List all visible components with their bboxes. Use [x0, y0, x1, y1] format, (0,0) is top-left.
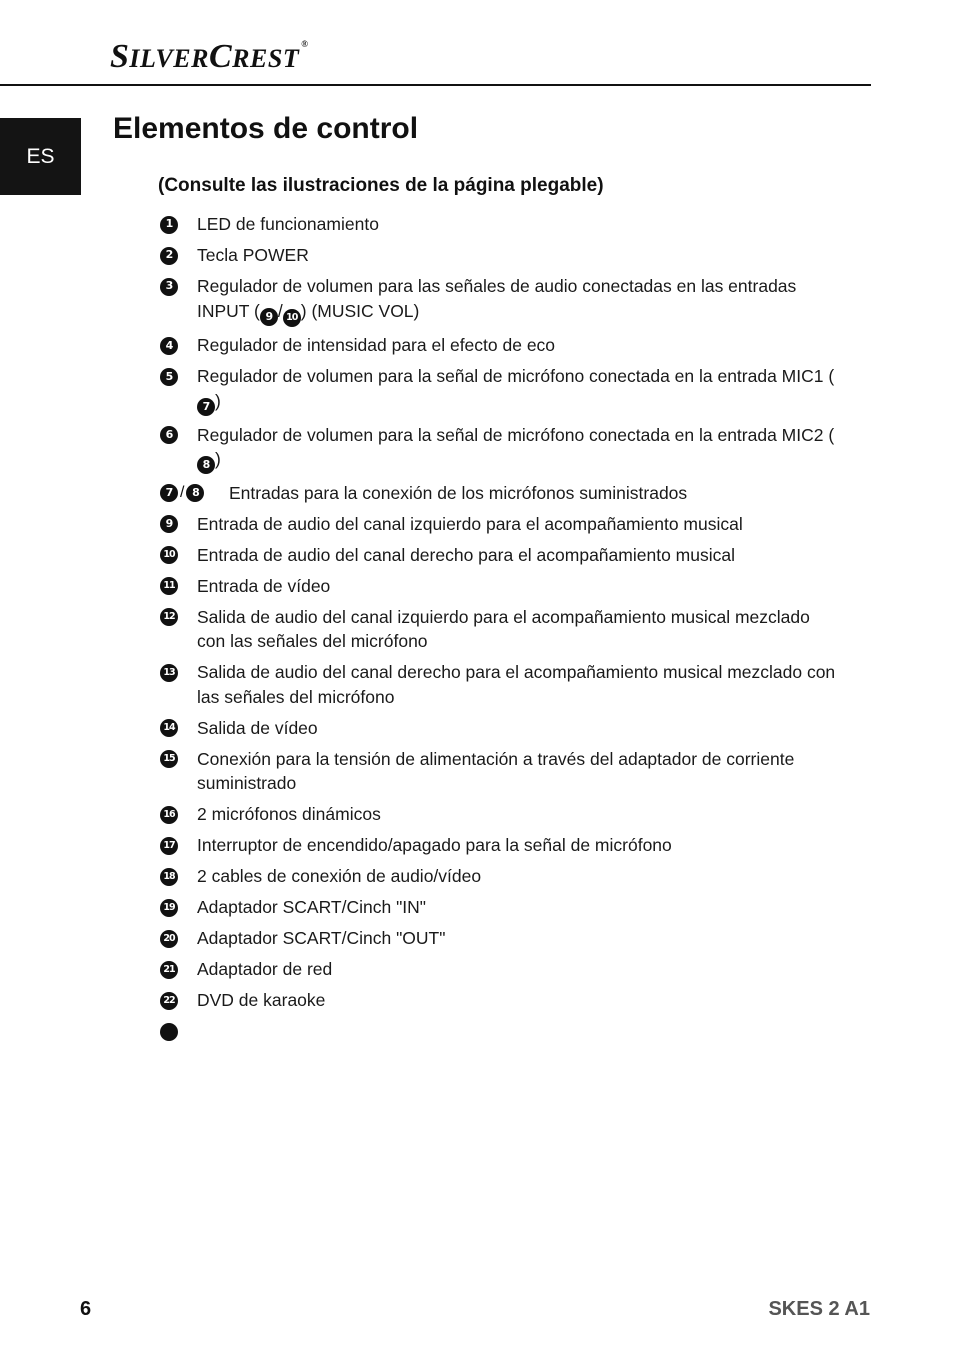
number-badge: 19: [160, 899, 178, 917]
list-item: [160, 747, 840, 796]
language-tab: ES: [0, 118, 81, 195]
item-text-part: ): [215, 390, 221, 411]
item-text-part: Regulador de volumen para las señales de audio conectadas en las entradas INPUT (: [197, 276, 797, 321]
item-text: [197, 364, 840, 416]
item-text-part: ) (MUSIC VOL): [300, 300, 420, 321]
list-item: [160, 833, 840, 858]
number-badge: 16: [160, 806, 178, 824]
brand-logo: [110, 40, 308, 74]
item-text: Conexión para la tensión de alimentación a través del adaptador de corriente suministrado: [197, 748, 795, 794]
item-text: [197, 423, 840, 475]
list-item: [160, 605, 840, 654]
controls-list: [160, 212, 840, 1047]
list-item: [160, 988, 840, 1013]
item-text: Salida de audio del canal izquierdo para el acompañamiento musical mezclado con las señales del micrófono: [197, 606, 810, 652]
list-item: [160, 481, 840, 506]
number-badge: [160, 1023, 178, 1041]
reference-badge: 9: [260, 308, 278, 326]
logo-letter-s: S: [110, 38, 130, 75]
list-item: [160, 660, 840, 709]
number-badge: 7: [160, 484, 178, 502]
reference-separator: /: [277, 300, 283, 321]
list-item: [160, 926, 840, 951]
number-badge: 4: [160, 337, 178, 355]
number-badge: 14: [160, 719, 178, 737]
number-badge: 18: [160, 868, 178, 886]
number-badge: 22: [160, 992, 178, 1010]
list-item: [160, 895, 840, 920]
item-text-part: Regulador de volumen para la señal de micrófono conectada en la entrada MIC1 (: [197, 366, 835, 387]
number-badge: 3: [160, 278, 178, 296]
number-badge: 13: [160, 664, 178, 682]
list-item: [160, 1019, 840, 1041]
item-text: Adaptador SCART/Cinch "OUT": [197, 928, 446, 949]
item-text: Entrada de vídeo: [197, 575, 331, 596]
number-badge: 11: [160, 577, 178, 595]
page-title: Elementos de control: [113, 112, 419, 145]
list-item: [160, 864, 840, 889]
section-subtitle: (Consulte las ilustraciones de la página plegable): [158, 175, 604, 196]
item-text: 2 cables de conexión de audio/vídeo: [197, 866, 482, 887]
number-badge: 8: [186, 484, 204, 502]
item-text: 2 micrófonos dinámicos: [197, 804, 381, 825]
number-badge: 20: [160, 930, 178, 948]
page-number: 6: [80, 1298, 92, 1320]
list-item: [160, 957, 840, 982]
reference-badge: 7: [197, 398, 215, 416]
item-text: Entrada de audio del canal derecho para el acompañamiento musical: [197, 544, 735, 565]
number-badge: 15: [160, 750, 178, 768]
logo-letters-ilver: ILVER: [129, 44, 209, 73]
list-item: [160, 574, 840, 599]
number-separator: /: [180, 484, 185, 502]
list-item: [160, 716, 840, 741]
reference-badge: 10: [283, 309, 301, 327]
number-badge: 1: [160, 216, 178, 234]
item-text-part: ): [215, 449, 221, 469]
item-text: Adaptador SCART/Cinch "IN": [197, 897, 427, 918]
item-text: Entrada de audio del canal izquierdo para el acompañamiento musical: [197, 513, 743, 534]
list-item: [160, 802, 840, 827]
item-text: Entradas para la conexión de los micrófonos suministrados: [229, 482, 688, 503]
logo-letters-rest: REST: [232, 44, 300, 73]
reference-badge: 8: [197, 456, 215, 474]
logo-letter-c: C: [208, 38, 233, 75]
number-badge: 9: [160, 515, 178, 533]
list-item: [160, 243, 840, 268]
item-text: Regulador de intensidad para el efecto de eco: [197, 335, 556, 356]
item-text: [197, 274, 840, 327]
model-number: SKES 2 A1: [768, 1298, 870, 1320]
list-item: [160, 333, 840, 358]
list-item: [160, 364, 840, 416]
item-text: Tecla POWER: [197, 245, 309, 265]
number-badge: 5: [160, 368, 178, 386]
list-item: [160, 212, 840, 237]
item-text: DVD de karaoke: [197, 990, 326, 1011]
number-badge: 10: [160, 546, 178, 564]
item-text: Salida de audio del canal derecho para el acompañamiento musical mezclado con las señales del micrófono: [197, 662, 836, 707]
list-item: [160, 543, 840, 568]
list-item: [160, 423, 840, 475]
item-text: Salida de vídeo: [197, 717, 318, 738]
number-badge: 2: [160, 247, 178, 265]
list-item: [160, 274, 840, 327]
header-rule: [0, 84, 871, 86]
logo-registered-mark: ®: [301, 39, 309, 49]
item-text: Adaptador de red: [197, 959, 333, 980]
number-badge: 21: [160, 961, 178, 979]
number-badge: 12: [160, 608, 178, 626]
item-text: Interruptor de encendido/apagado para la señal de micrófono: [197, 835, 672, 856]
item-text-part: Regulador de volumen para la señal de micrófono conectada en la entrada MIC2 (: [197, 424, 835, 445]
number-badge: 6: [160, 426, 178, 444]
number-badge: 17: [160, 837, 178, 855]
item-text: LED de funcionamiento: [197, 214, 379, 234]
list-item: [160, 512, 840, 537]
